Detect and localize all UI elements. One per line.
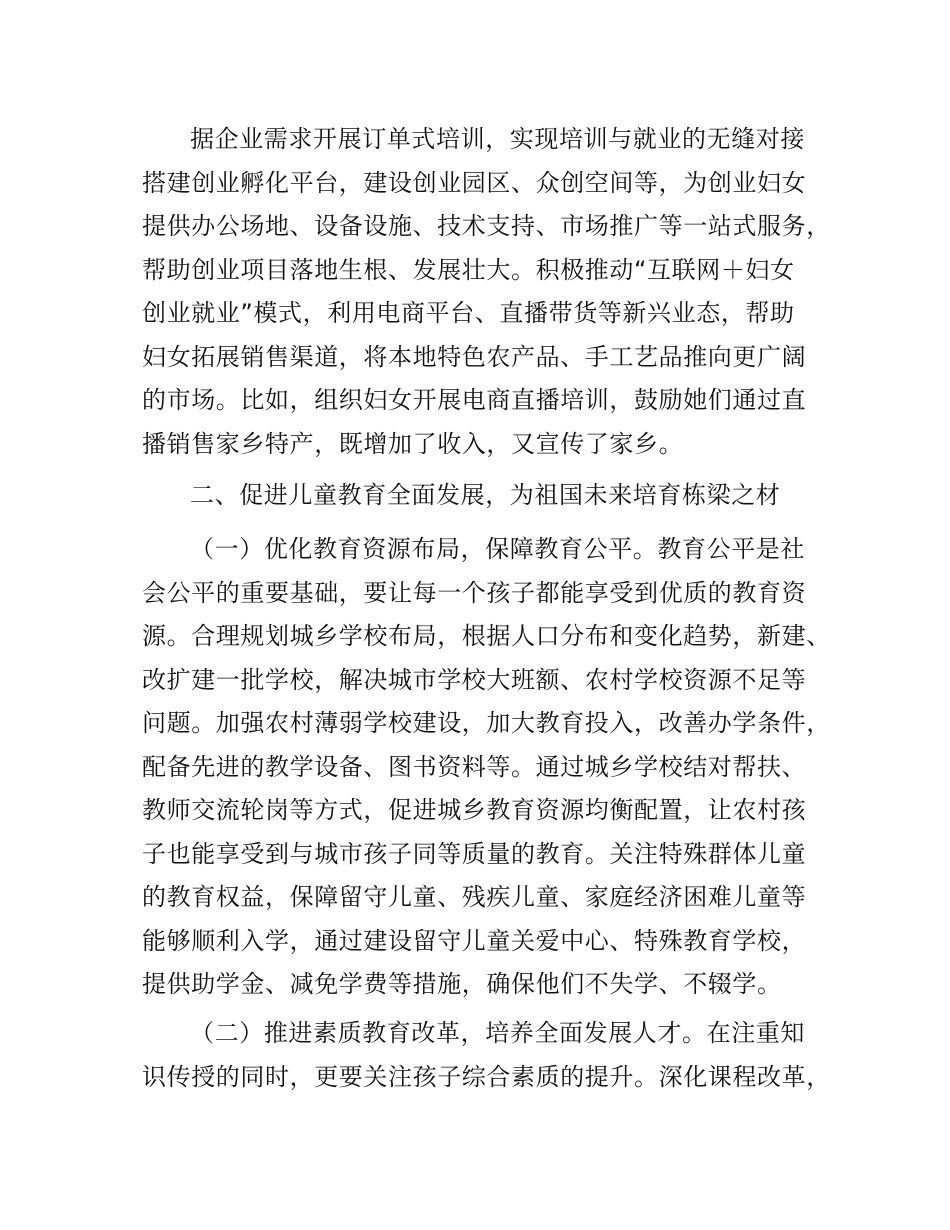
text-line: 妇女拓展销售渠道，将本地特色农产品、手工艺品推向更广阔	[142, 342, 807, 371]
paragraph-education-resources	[142, 528, 832, 1007]
text-line: 的教育权益，保障留守儿童、残疾儿童、家庭经济困难儿童等	[142, 883, 807, 911]
text-line: 播销售家乡特产，既增加了收入，又宣传了家乡。	[142, 429, 684, 458]
paragraph-quality-education	[142, 1012, 832, 1099]
text-line: 提供助学金、减免学费等措施，确保他们不失学、不辍学。	[142, 970, 782, 998]
text-line: 问题。加强农村薄弱学校建设，加大教育投入，改善办学条件，	[142, 709, 831, 737]
text-line: 配备先进的教学设备、图书资料等。通过城乡学校结对帮扶、	[142, 752, 807, 781]
text-line: 的市场。比如，组织妇女开展电商直播培训，鼓励她们通过直	[142, 386, 807, 414]
text-line: 子也能享受到与城市孩子同等质量的教育。关注特殊群体儿童	[142, 839, 807, 868]
text-line: 搭建创业孵化平台，建设创业园区、众创空间等，为创业妇女	[142, 168, 807, 197]
section-heading-text: 二、促进儿童教育全面发展，为祖国未来培育栋梁之材	[190, 481, 781, 509]
text-line: 据企业需求开展订单式培训，实现培训与就业的无缝对接	[190, 125, 805, 153]
text-line: 提供办公场地、设备设施、技术支持、市场推广等一站式服务，	[142, 212, 831, 240]
text-line: 帮助创业项目落地生根、发展壮大。积极推动“互联网＋妇女	[142, 255, 795, 284]
text-line: 创业就业”模式，利用电商平台、直播带货等新兴业态，帮助	[142, 299, 795, 327]
paragraph-women-entrepreneurship	[142, 118, 832, 466]
text-line: 源。合理规划城乡学校布局，根据人口分布和变化趋势，新建、	[142, 622, 831, 650]
section-heading	[142, 474, 832, 518]
text-line: 能够顺利入学，通过建设留守儿童关爱中心、特殊教育学校，	[142, 926, 807, 955]
text-line: 改扩建一批学校，解决城市学校大班额、农村学校资源不足等	[142, 665, 807, 694]
text-line: （二）推进素质教育改革，培养全面发展人才。在注重知	[190, 1019, 805, 1047]
text-line: （一）优化教育资源布局，保障教育公平。教育公平是社	[190, 535, 805, 563]
text-line: 识传授的同时，更要关注孩子综合素质的提升。深化课程改革，	[142, 1062, 831, 1091]
text-line: 教师交流轮岗等方式，促进城乡教育资源均衡配置，让农村孩	[142, 796, 807, 824]
text-line: 会公平的重要基础，要让每一个孩子都能享受到优质的教育资	[142, 578, 807, 607]
